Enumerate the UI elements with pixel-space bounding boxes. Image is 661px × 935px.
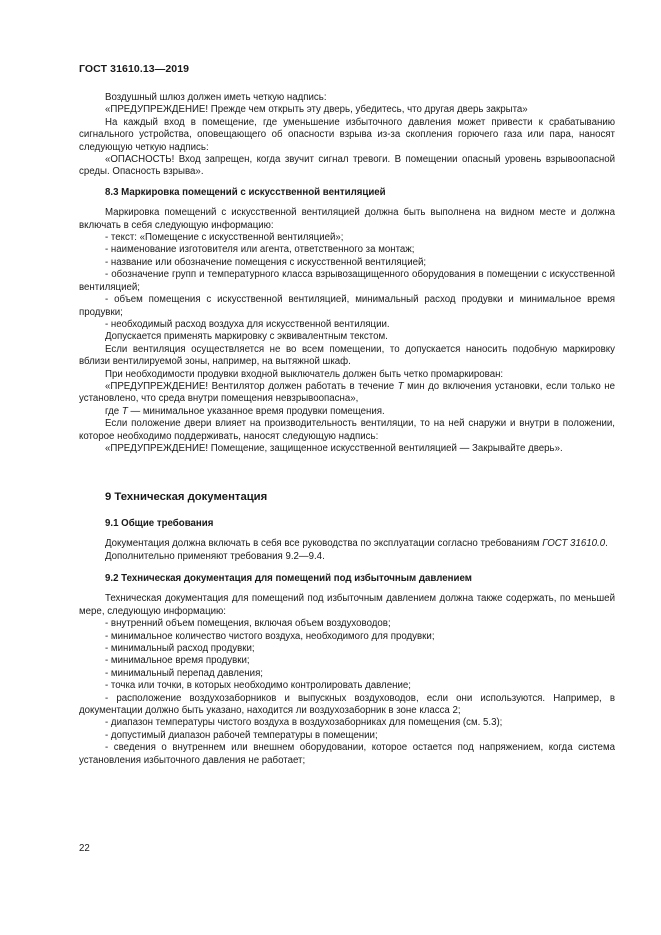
- definition-text: где T — минимальное указанное время продувки помещения.: [105, 405, 385, 417]
- list-item: - название или обозначение помещения с искусственной вентиляцией;: [105, 256, 427, 268]
- list-item: - минимальное время продувки;: [105, 655, 250, 667]
- list-item: - обозначение групп и температурного класса взрывозащищенного оборудования в помещении с искусственной вентиляцией;: [79, 269, 615, 293]
- list-item: - диапазон температуры чистого воздуха в воздухозаборниках для помещения (см. 5.3);: [105, 717, 503, 729]
- paragraph: Маркировка помещений с искусственной вентиляцией должна быть выполнена на видном месте и должна включать в себя следующую информацию:: [79, 207, 615, 231]
- list-item: - точка или точки, в которых необходимо контролировать давление;: [105, 680, 411, 692]
- paragraph: Допускается применять маркировку с эквивалентным текстом.: [105, 331, 388, 343]
- standard-header: ГОСТ 31610.13—2019: [79, 63, 190, 75]
- paragraph: «ОПАСНОСТЬ! Вход запрещен, когда звучит сигнал тревоги. В помещении опасный уровень взрывоопасной среды. Опасность взрыва».: [79, 154, 615, 178]
- list-item: - расположение воздухозаборников и выпускных воздуховодов, если они используются. Например, в документации должно быть указано, находится ли воздухозаборник в зоне класса 2;: [79, 692, 615, 717]
- paragraph: Если положение двери влияет на производительность вентиляции, то на ней снаружи и внутри в положении, которое необходимо поддерживать, наносят следующую надпись:: [79, 418, 615, 442]
- list-item: - объем помещения с искусственной вентиляцией, минимальный расход продувки и минимальное время продувки;: [79, 294, 615, 318]
- list-item: - допустимый диапазон рабочей температуры в помещении;: [105, 729, 378, 741]
- list-item: - текст: «Помещение с искусственной вентиляцией»;: [105, 232, 344, 244]
- paragraph: Техническая документация для помещений под избыточным давлением должна также содержать, по меньшей мере, следующую информацию:: [79, 593, 615, 617]
- paragraph: Документация должна включать в себя все руководства по эксплуатации согласно требованиям ГОСТ 31610.0.: [105, 538, 608, 550]
- warning-text: «ПРЕДУПРЕЖДЕНИЕ! Вентилятор должен работать в течение T мин до включения установки, если только не установлено, что среда внутри помещения невзрывоопасна»,: [79, 380, 615, 405]
- standard-reference: ГОСТ 31610.0: [542, 538, 606, 550]
- section-heading-8-3: 8.3 Маркировка помещений с искусственной вентиляцией: [105, 186, 386, 198]
- paragraph: На каждый вход в помещение, где уменьшение избыточного давления может привести к срабатыванию сигнального устройства, оповещающего об опасности взрыва из-за скопления горючего газа или пара, наносят следующую четкую надпись:: [79, 116, 615, 153]
- page-number: 22: [79, 843, 90, 854]
- list-item: - наименование изготовителя или агента, ответственного за монтаж;: [105, 244, 415, 256]
- paragraph: «ПРЕДУПРЕЖДЕНИЕ! Прежде чем открыть эту дверь, убедитесь, что другая дверь закрыта»: [105, 104, 528, 116]
- list-item: - минимальный расход продувки;: [105, 643, 255, 655]
- list-item: - минимальный перепад давления;: [105, 667, 264, 679]
- paragraph: Если вентиляция осуществляется не во всем помещении, то допускается наносить подобную маркировку вблизи вентилируемой зоны, например, на вытяжной шкаф.: [79, 343, 615, 368]
- section-heading-9: 9 Техническая документация: [105, 491, 268, 504]
- list-item: - внутренний объем помещения, включая объем воздуховодов;: [105, 618, 391, 630]
- list-item: - минимальное количество чистого воздуха, необходимого для продувки;: [105, 630, 435, 642]
- list-item: - необходимый расход воздуха для искусственной вентиляции.: [105, 318, 390, 330]
- list-item: - сведения о внутреннем или внешнем оборудовании, которое остается под напряжением, когда система установления избыточного давления не работает;: [79, 742, 615, 766]
- section-heading-9-1: 9.1 Общие требования: [105, 517, 214, 529]
- warning-text: «ПРЕДУПРЕЖДЕНИЕ! Помещение, защищенное искусственной вентиляцией — Закрывайте дверь».: [105, 442, 563, 454]
- paragraph: При необходимости продувки входной выключатель должен быть четко промаркирован:: [105, 368, 504, 380]
- paragraph: Дополнительно применяют требования 9.2—9.4.: [105, 550, 325, 562]
- document-body: [79, 92, 615, 767]
- paragraph: Воздушный шлюз должен иметь четкую надпись:: [105, 92, 327, 103]
- section-heading-9-2: 9.2 Техническая документация для помещений под избыточным давлением: [105, 573, 472, 584]
